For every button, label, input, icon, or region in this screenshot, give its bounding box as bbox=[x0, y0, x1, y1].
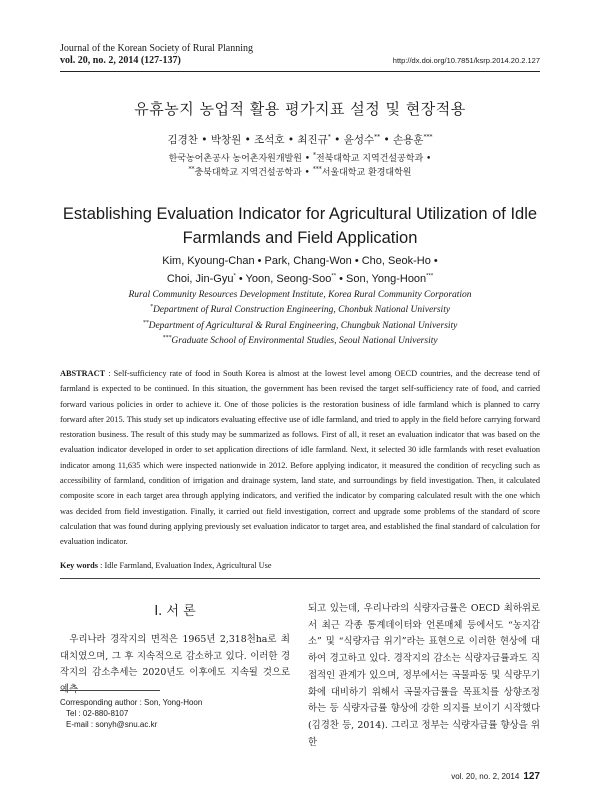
keywords-text: : Idle Farmland, Evaluation Index, Agricultural Use bbox=[98, 561, 272, 570]
english-authors: Kim, Kyoung-Chan • Park, Chang-Won • Cho, Seok-Ho • Choi, Jin-Gyu* • Yoon, Seong-Soo** • Son, Yong-Hoon*** bbox=[162, 255, 438, 285]
page-footer bbox=[451, 771, 540, 782]
corresponding-author-footnote bbox=[60, 697, 202, 730]
keywords-divider bbox=[60, 578, 540, 579]
abstract-text: : Self-sufficiency rate of food in South Korea is almost at the lowest level among OECD countries, and the decrease tend of farmland is expected to be continued. In this situation, the government has been revised the target self-sufficiency rate of food, and carried forward various policies in order to achieve it. One of those policies is the restoration business of idle farmland which is planned to carry forward after 2015. This study set up indicators evaluating effective use of idle farmland, and tried to apply in the field before carrying forward restoration business. The result of this study may be summarized as follows. First of all, it reset an evaluation indicator that was based on the evaluation indicator developed in order to set application directions of idle farmland. Next, it selected 30 idle farmlands with reset evaluation indicator among 11,635 which were inspected nationwide in 2012. Before applying indicator, it measured the condition of recycling such as accessibility of farmland, condition of irrigation and drainage system, land state, and surroundings by field investigation. Then, it calculated composite score in each target area through applying indicators, and verified the indicator by comparing calculated result with the one which was decided from field investigation. Finally, it carried out field investigation, correct and upgrade some problems of the standard of score calculation that was found during applying previously set evaluation indicator to target area, and established the final standard of calculation for evaluation indicator. bbox=[60, 369, 540, 547]
footer-volume: vol. 20, no. 2, 2014 bbox=[451, 772, 520, 781]
footnote-divider bbox=[60, 690, 160, 691]
english-title: Establishing Evaluation Indicator for Agricultural Utilization of Idle Farmlands and Field Application bbox=[62, 205, 538, 247]
footnote-email[interactable]: E-mail : sonyh@snu.ac.kr bbox=[66, 720, 158, 729]
keywords-label: Key words bbox=[60, 561, 99, 570]
korean-affiliation-line1: 한국농어촌공사 농어촌자원개발원 • *전북대학교 지역건설공학과 • bbox=[168, 152, 432, 164]
journal-volume: vol. 20, no. 2, 2014 (127-137) bbox=[60, 55, 181, 66]
header-divider bbox=[60, 71, 540, 72]
body-text-right: 되고 있는데, 우리나라의 식량자급률은 OECD 최하위로서 최근 각종 통계데이터와 언론매체 등에서도 “농지감소” 및 “식량자급 위기”라는 표현으로 이러한 현상에 대하여 경고하고 있다. 경작지의 감소는 식량자급률과도 직접적인 관계가 있으며, 정부에서는 곡물파동 및 식량무기화에 대비하기 위해서 곡물자급률을 목표치를 상향조정하는 등 식량자급률 향상에 강한 의지를 보이기 시작했다(김경찬 등, 2014). 그리고 정부는 식량자급률 향상을 위한 bbox=[308, 603, 540, 748]
footnote-author: Corresponding author : Son, Yong-Hoon bbox=[60, 698, 203, 707]
english-affiliations: Rural Community Resources Development Institute, Korea Rural Community Corporation *Department of Rural Construction Engineering, Chonbuk National University **Department of Agricultural & Rural Engineering, Chungbuk National University ***Graduate School of Environmental Studies, Seoul National University bbox=[128, 290, 472, 346]
keywords bbox=[60, 561, 540, 570]
abstract bbox=[60, 366, 540, 550]
page-number: 127 bbox=[523, 771, 540, 782]
footnote-tel: Tel : 02-880-8107 bbox=[66, 709, 129, 718]
korean-affiliation-line2: **충북대학교 지역건설공학과 • ***서울대학교 환경대학원 bbox=[188, 166, 412, 178]
journal-header bbox=[60, 43, 253, 67]
body-text-left: 우리나라 경작지의 면적은 1965년 2,318천ha로 최대치였으며, 그 후 지속적으로 감소하고 있다. 이러한 경작지의 감소추세는 2020년도 이후에도 지속될 것으로 예측 bbox=[60, 634, 290, 696]
abstract-label: ABSTRACT bbox=[60, 369, 106, 378]
doi-link[interactable]: http://dx.doi.org/10.7851/ksrp.2014.20.2.127 bbox=[392, 56, 540, 65]
korean-authors: 김경찬 • 박창원 • 조석호 • 최진규* • 윤성수** • 손용훈*** bbox=[167, 133, 433, 146]
section-heading-introduction: Ⅰ. 서 론 bbox=[154, 604, 196, 619]
journal-name: Journal of the Korean Society of Rural Planning bbox=[60, 43, 254, 54]
korean-title: 유휴농지 농업적 활용 평가지표 설정 및 현장적용 bbox=[134, 100, 466, 118]
